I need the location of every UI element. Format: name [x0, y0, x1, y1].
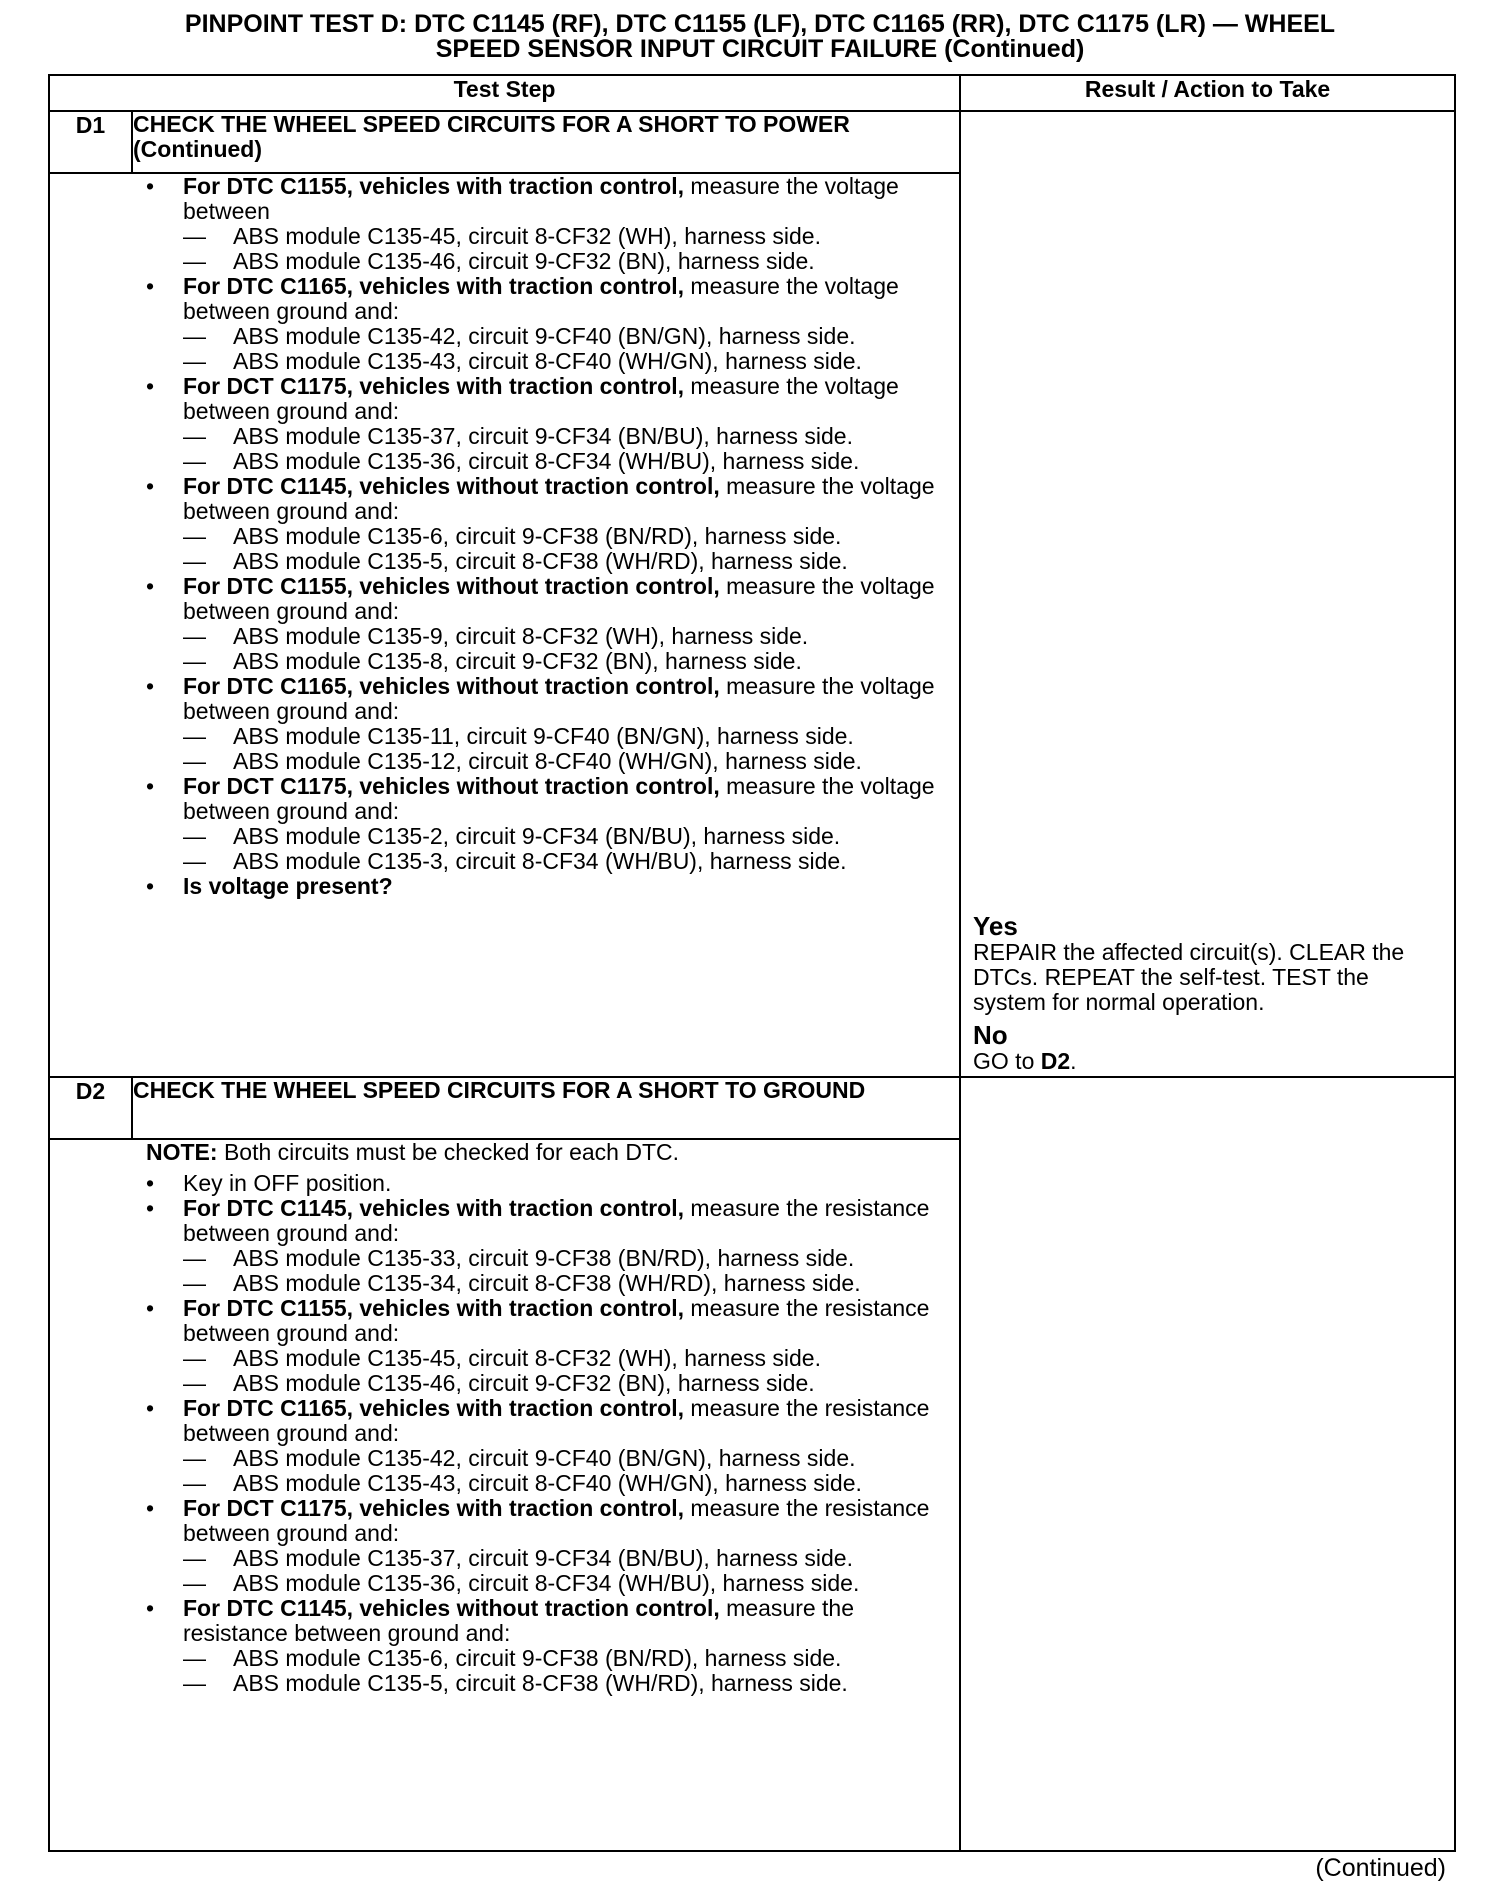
instruction-item — [49, 674, 959, 724]
instruction-condition: For DTC C1145, vehicles without traction control, — [183, 473, 720, 499]
dash-icon: — — [183, 1670, 206, 1696]
sub-item — [49, 224, 959, 249]
sub-item-text: ABS module C135-46, circuit 9-CF32 (BN), harness side. — [233, 1370, 815, 1396]
dash-icon: — — [183, 823, 206, 849]
sub-item — [49, 449, 959, 474]
bullet-icon: • — [146, 1295, 155, 1321]
step-id-d1: D1 — [49, 111, 132, 173]
page-title — [60, 12, 1460, 62]
sub-item — [49, 1246, 959, 1271]
bullet-icon: • — [146, 473, 155, 499]
dash-icon: — — [183, 523, 206, 549]
instruction-item — [49, 1596, 959, 1646]
instruction-item — [49, 374, 959, 424]
instruction-condition: For DTC C1165, vehicles with traction control, — [183, 273, 685, 299]
instruction-item — [49, 874, 959, 899]
sub-item — [49, 724, 959, 749]
instruction-condition: For DTC C1145, vehicles with traction control, — [183, 1195, 685, 1221]
result-yes-text: REPAIR the affected circuit(s). CLEAR the DTCs. REPEAT the self-test. TEST the system for normal operation. — [973, 939, 1405, 1015]
bullet-icon: • — [146, 1195, 155, 1221]
instruction-item — [49, 1296, 959, 1346]
sub-item-text: ABS module C135-43, circuit 8-CF40 (WH/GN), harness side. — [233, 348, 862, 374]
instruction-item — [49, 774, 959, 824]
sub-item — [49, 1446, 959, 1471]
header-test-step: Test Step — [49, 75, 960, 111]
bullet-icon: • — [146, 1395, 155, 1421]
bullet-icon: • — [146, 1495, 155, 1521]
sub-item-text: ABS module C135-45, circuit 8-CF32 (WH), harness side. — [233, 223, 821, 249]
d1-instruction-list — [49, 174, 959, 899]
dash-icon: — — [183, 548, 206, 574]
dash-icon: — — [183, 1270, 206, 1296]
result-cell-d1 — [960, 111, 1455, 1077]
dash-icon: — — [183, 448, 206, 474]
sub-item — [49, 1571, 959, 1596]
note-label: NOTE: — [146, 1139, 218, 1165]
sub-item-text: ABS module C135-42, circuit 9-CF40 (BN/GN), harness side. — [233, 323, 856, 349]
dash-icon: — — [183, 323, 206, 349]
d2-instruction-list — [49, 1171, 959, 1696]
instruction-item — [49, 1171, 959, 1196]
dash-icon: — — [183, 1545, 206, 1571]
instruction-text: measure the voltage between ground and: — [183, 573, 935, 624]
sub-item-text: ABS module C135-46, circuit 9-CF32 (BN), harness side. — [233, 248, 815, 274]
step-title-d2: CHECK THE WHEEL SPEED CIRCUITS FOR A SHORT TO GROUND — [132, 1077, 960, 1139]
continued-label: (Continued) — [1315, 1854, 1446, 1882]
sub-item-text: ABS module C135-3, circuit 8-CF34 (WH/BU), harness side. — [233, 848, 847, 874]
dash-icon: — — [183, 648, 206, 674]
sub-item — [49, 749, 959, 774]
sub-item-text: ABS module C135-6, circuit 9-CF38 (BN/RD), harness side. — [233, 1645, 842, 1671]
sub-item-text: ABS module C135-45, circuit 8-CF32 (WH), harness side. — [233, 1345, 821, 1371]
instruction-condition: For DTC C1165, vehicles with traction control, — [183, 1395, 685, 1421]
step-d1-body — [132, 173, 960, 1077]
sub-item-text: ABS module C135-5, circuit 8-CF38 (WH/RD), harness side. — [233, 548, 848, 574]
sub-item-text: ABS module C135-37, circuit 9-CF34 (BN/BU), harness side. — [233, 423, 853, 449]
result-cell-d2 — [960, 1077, 1455, 1851]
dash-icon: — — [183, 1245, 206, 1271]
sub-item-text: ABS module C135-6, circuit 9-CF38 (BN/RD), harness side. — [233, 523, 842, 549]
sub-item — [49, 324, 959, 349]
step-d1-row — [49, 111, 1455, 173]
note-text: Both circuits must be checked for each DTC. — [217, 1139, 680, 1165]
instruction-text: measure the voltage between — [183, 173, 899, 224]
instruction-item — [49, 174, 959, 224]
sub-item — [49, 1546, 959, 1571]
dash-icon: — — [183, 1570, 206, 1596]
sub-item-text: ABS module C135-5, circuit 8-CF38 (WH/RD), harness side. — [233, 1670, 848, 1696]
title-line-2: SPEED SENSOR INPUT CIRCUIT FAILURE (Continued) — [435, 35, 1085, 63]
sub-item-text: ABS module C135-42, circuit 9-CF40 (BN/GN), harness side. — [233, 1445, 856, 1471]
step-d2-body — [132, 1139, 960, 1851]
instruction-condition: Is voltage present? — [183, 873, 393, 899]
instruction-text: measure the voltage between ground and: — [183, 673, 935, 724]
sub-item — [49, 1646, 959, 1671]
title-line-1: PINPOINT TEST D: DTC C1145 (RF), DTC C1155 (LF), DTC C1165 (RR), DTC C1175 (LR) — WHEEL — [184, 10, 1336, 38]
instruction-item — [49, 474, 959, 524]
step-title-d1: CHECK THE WHEEL SPEED CIRCUITS FOR A SHORT TO POWER (Continued) — [132, 111, 960, 173]
sub-item — [49, 824, 959, 849]
step-id-d2: D2 — [49, 1077, 132, 1139]
instruction-text: measure the voltage between ground and: — [183, 473, 935, 524]
sub-item — [49, 1671, 959, 1696]
sub-item — [49, 649, 959, 674]
sub-item-text: ABS module C135-37, circuit 9-CF34 (BN/BU), harness side. — [233, 1545, 853, 1571]
instruction-condition: For DTC C1155, vehicles with traction control, — [183, 1295, 685, 1321]
instruction-condition: For DTC C1165, vehicles without traction control, — [183, 673, 720, 699]
sub-item-text: ABS module C135-43, circuit 8-CF40 (WH/GN), harness side. — [233, 1470, 862, 1496]
instruction-item — [49, 1196, 959, 1246]
result-d1 — [973, 912, 1446, 1074]
pinpoint-test-table — [48, 74, 1456, 1852]
sub-item-text: ABS module C135-36, circuit 8-CF34 (WH/BU), harness side. — [233, 1570, 860, 1596]
dash-icon: — — [183, 1345, 206, 1371]
header-result: Result / Action to Take — [960, 75, 1455, 111]
dash-icon: — — [183, 1470, 206, 1496]
instruction-text: measure the resistance between ground and: — [183, 1495, 930, 1546]
d2-note — [49, 1140, 959, 1165]
instruction-item — [49, 1396, 959, 1446]
sub-item — [49, 549, 959, 574]
bullet-icon: • — [146, 373, 155, 399]
instruction-text: measure the voltage between ground and: — [183, 773, 935, 824]
sub-item — [49, 849, 959, 874]
result-no-text: GO to D2. — [973, 1048, 1077, 1074]
dash-icon: — — [183, 1370, 206, 1396]
dash-icon: — — [183, 1445, 206, 1471]
instruction-condition: For DCT C1175, vehicles with traction control, — [183, 373, 685, 399]
bullet-icon: • — [146, 273, 155, 299]
sub-item — [49, 424, 959, 449]
bullet-icon: • — [146, 1595, 155, 1621]
result-no-label: No — [973, 1020, 1008, 1050]
instruction-condition: For DTC C1155, vehicles with traction control, — [183, 173, 685, 199]
dash-icon: — — [183, 723, 206, 749]
sub-item-text: ABS module C135-34, circuit 8-CF38 (WH/RD), harness side. — [233, 1270, 861, 1296]
sub-item — [49, 524, 959, 549]
bullet-icon: • — [146, 773, 155, 799]
instruction-condition: For DTC C1155, vehicles without traction control, — [183, 573, 720, 599]
sub-item — [49, 624, 959, 649]
sub-item-text: ABS module C135-9, circuit 8-CF32 (WH), harness side. — [233, 623, 809, 649]
sub-item — [49, 1471, 959, 1496]
sub-item — [49, 249, 959, 274]
bullet-icon: • — [146, 873, 155, 899]
dash-icon: — — [183, 423, 206, 449]
instruction-text: measure the resistance between ground and: — [183, 1195, 930, 1246]
instruction-text: measure the resistance between ground and: — [183, 1595, 855, 1646]
sub-item — [49, 1346, 959, 1371]
dash-icon: — — [183, 848, 206, 874]
dash-icon: — — [183, 348, 206, 374]
dash-icon: — — [183, 248, 206, 274]
instruction-condition: For DCT C1175, vehicles with traction control, — [183, 1495, 685, 1521]
instruction-text: measure the voltage between ground and: — [183, 373, 899, 424]
bullet-icon: • — [146, 1170, 155, 1196]
step-d2-row — [49, 1077, 1455, 1139]
instruction-text: measure the resistance between ground and: — [183, 1295, 930, 1346]
sub-item-text: ABS module C135-36, circuit 8-CF34 (WH/BU), harness side. — [233, 448, 860, 474]
sub-item-text: ABS module C135-33, circuit 9-CF38 (BN/RD), harness side. — [233, 1245, 855, 1271]
dash-icon: — — [183, 1645, 206, 1671]
instruction-text: measure the resistance between ground and: — [183, 1395, 930, 1446]
sub-item-text: ABS module C135-8, circuit 9-CF32 (BN), harness side. — [233, 648, 802, 674]
d2-content — [49, 1140, 959, 1696]
result-yes-label: Yes — [973, 911, 1018, 941]
sub-item — [49, 1371, 959, 1396]
dash-icon: — — [183, 223, 206, 249]
dash-icon: — — [183, 623, 206, 649]
dash-icon: — — [183, 748, 206, 774]
sub-item-text: ABS module C135-2, circuit 9-CF34 (BN/BU), harness side. — [233, 823, 841, 849]
sub-item-text: ABS module C135-12, circuit 8-CF40 (WH/GN), harness side. — [233, 748, 862, 774]
instruction-text: Key in OFF position. — [183, 1170, 392, 1196]
sub-item-text: ABS module C135-11, circuit 9-CF40 (BN/GN), harness side. — [233, 723, 854, 749]
bullet-icon: • — [146, 573, 155, 599]
instruction-item — [49, 274, 959, 324]
sub-item — [49, 1271, 959, 1296]
instruction-item — [49, 1496, 959, 1546]
instruction-condition: For DCT C1175, vehicles without traction control, — [183, 773, 720, 799]
instruction-condition: For DTC C1145, vehicles without traction control, — [183, 1595, 720, 1621]
header-row — [49, 75, 1455, 111]
sub-item — [49, 349, 959, 374]
instruction-text: measure the voltage between ground and: — [183, 273, 899, 324]
bullet-icon: • — [146, 173, 155, 199]
instruction-item — [49, 574, 959, 624]
result-no-target: D2 — [1040, 1048, 1071, 1074]
bullet-icon: • — [146, 673, 155, 699]
